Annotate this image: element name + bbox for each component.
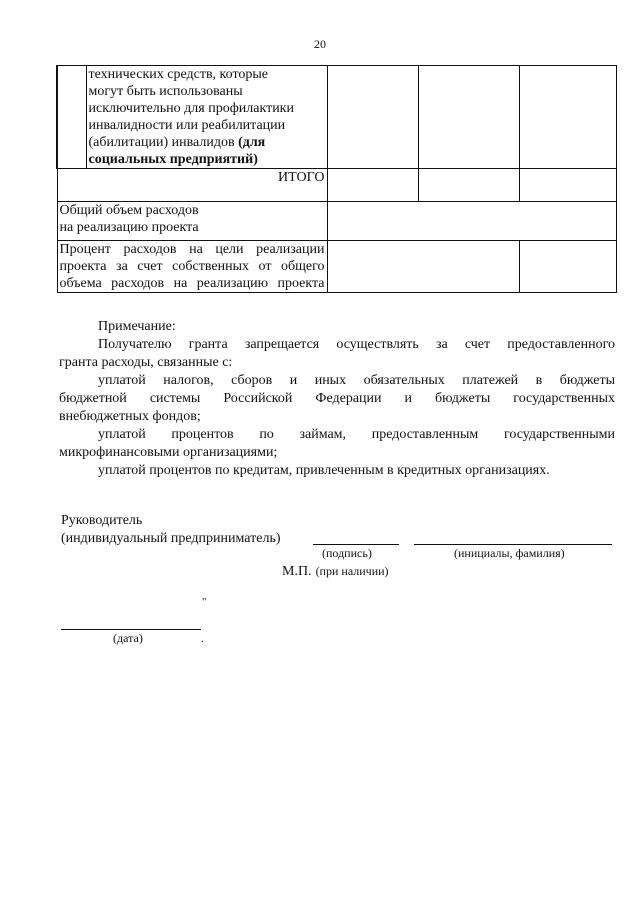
note-line: микрофинансовыми организациями; bbox=[59, 445, 278, 460]
trailing-dot: . bbox=[201, 631, 204, 645]
note-title: Примечание: bbox=[98, 319, 176, 334]
itogo-label bbox=[57, 169, 327, 202]
cell-line bbox=[89, 151, 325, 168]
note-section bbox=[59, 318, 615, 480]
note-line: внебюджетных фондов; bbox=[59, 409, 201, 424]
cell-line: Общий объем расходов bbox=[59, 203, 199, 218]
table-cell-value bbox=[519, 169, 616, 202]
percent-label bbox=[57, 241, 327, 293]
signature-caption: (подпись) bbox=[322, 546, 372, 560]
cell-bold-text: социальных предприятий) bbox=[88, 152, 258, 167]
table-row-itogo bbox=[57, 169, 616, 202]
note-line: уплатой процентов по займам, предоставленным государственными bbox=[98, 427, 615, 442]
date-line bbox=[61, 629, 201, 630]
table-row-lead bbox=[57, 66, 616, 169]
note-line: гранта расходы, связанные с: bbox=[59, 355, 233, 370]
cell-line: могут быть использованы bbox=[88, 84, 243, 99]
table-row-percent bbox=[57, 241, 616, 293]
table-cell-value bbox=[327, 241, 519, 293]
note-line: Получателю гранта запрещается осуществлять за счет предоставленного bbox=[98, 337, 615, 352]
cell-line: объема расходов на реализацию проекта bbox=[59, 276, 325, 291]
itogo-text: ИТОГО bbox=[278, 170, 325, 185]
cell-line: проекта за счет собственных от общего bbox=[59, 259, 325, 274]
cell-line bbox=[89, 134, 325, 151]
note-line: уплатой налогов, сборов и иных обязательных платежей в бюджеты bbox=[98, 373, 615, 388]
name-line bbox=[414, 544, 612, 545]
cell-line: Процент расходов на цели реализации bbox=[59, 242, 325, 257]
signature-head-label: Руководитель bbox=[61, 513, 143, 528]
note-line: бюджетной системы Российской Федерации и бюджеты государственных bbox=[59, 391, 615, 406]
total-label bbox=[57, 202, 327, 241]
table-cell-value bbox=[418, 66, 519, 169]
table-cell-description bbox=[86, 66, 327, 169]
mp-note: (при наличии) bbox=[315, 564, 389, 578]
stamp-placeholder bbox=[282, 562, 389, 580]
cell-bold-text: (для bbox=[238, 135, 266, 150]
table-cell-value bbox=[327, 202, 616, 241]
cell-line: технических средств, которые bbox=[88, 67, 269, 82]
cell-line: на реализацию проекта bbox=[59, 220, 199, 235]
cell-text: (абилитации) инвалидов bbox=[88, 135, 235, 150]
page-number: 20 bbox=[314, 37, 326, 51]
cell-line: исключительно для профилактики bbox=[88, 101, 294, 116]
date-caption: (дата) bbox=[113, 631, 143, 645]
mp-label: М.П. bbox=[282, 564, 312, 579]
signature-line bbox=[313, 544, 399, 545]
signature-head-sub-label: (индивидуальный предприниматель) bbox=[61, 531, 281, 546]
table-cell-value bbox=[327, 66, 418, 169]
table-cell-value bbox=[418, 169, 519, 202]
table-cell-value bbox=[327, 169, 418, 202]
expense-table bbox=[56, 65, 617, 293]
cell-line: инвалидности или реабилитации bbox=[88, 118, 286, 133]
table-cell-value bbox=[519, 66, 616, 169]
quote-mark: " bbox=[202, 596, 207, 608]
table-cell-value bbox=[519, 241, 616, 293]
table-cell-number bbox=[57, 66, 86, 169]
note-line: уплатой процентов по кредитам, привлеченным в кредитных организациях. bbox=[98, 463, 550, 478]
table-row-total bbox=[57, 202, 616, 241]
name-caption: (инициалы, фамилия) bbox=[454, 546, 565, 560]
